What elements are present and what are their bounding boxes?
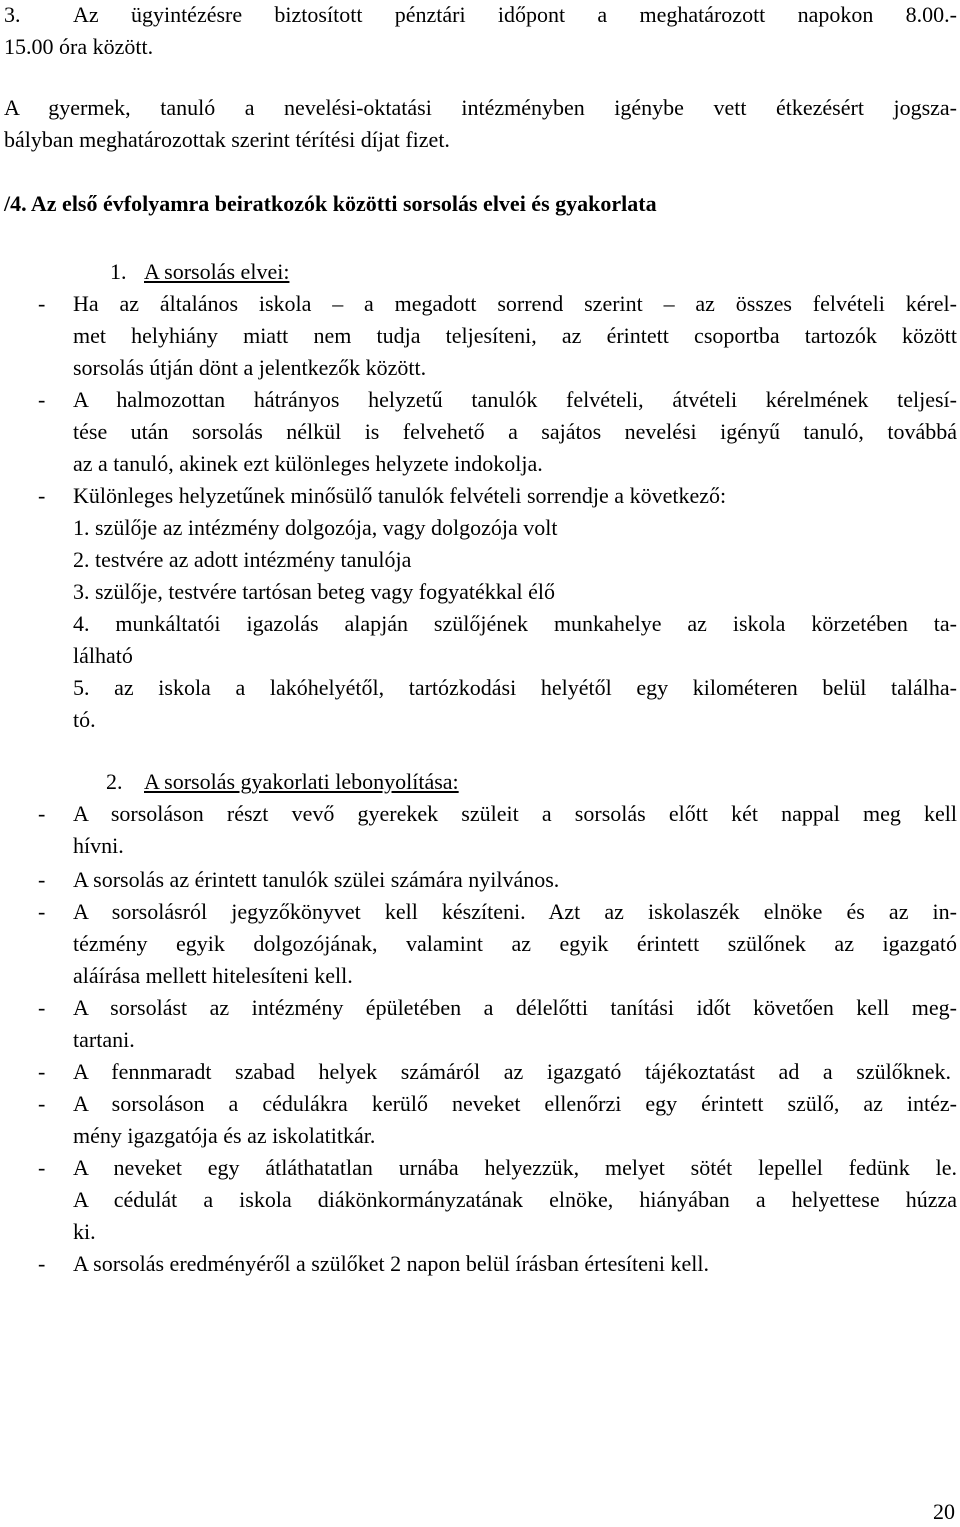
text-line: mény igazgatója és az iskolatitkár. xyxy=(73,1123,376,1148)
text-line: tése után sorsolás nélkül is felvehető a sajátos nevelési igényű tanuló, továbbá xyxy=(73,419,957,444)
text-line: A fennmaradt szabad helyek számáról az igazgató tájékoztatást ad a szülőknek. xyxy=(73,1059,951,1084)
bullet-dash: - xyxy=(38,801,46,826)
text-line: Különleges helyzetűnek minősülő tanulók felvételi sorrendje a következő: xyxy=(73,483,727,508)
text-line: A gyermek, tanuló a nevelési-oktatási intézményben igénybe vett étkezésért jogsza- xyxy=(4,95,957,120)
text-line: Az ügyintézésre biztosított pénztári időpont a meghatározott napokon 8.00.- xyxy=(73,2,957,27)
ordered-item: lálható xyxy=(73,643,133,668)
ordered-item: 3. szülője, testvére tartósan beteg vagy fogyatékkal élő xyxy=(73,579,555,604)
bullet-dash: - xyxy=(38,867,46,892)
page-number: 20 xyxy=(933,1499,955,1524)
bullet-dash: - xyxy=(38,995,46,1020)
subsection-title: A sorsolás elvei: xyxy=(144,259,290,284)
ordered-item: tó. xyxy=(73,707,96,732)
text-line: Ha az általános iskola – a megadott sorrend szerint – az összes felvételi kérel- xyxy=(73,291,957,316)
text-line: bályban meghatározottak szerint térítési díjat fizet. xyxy=(4,127,450,152)
text-line: aláírása mellett hitelesíteni kell. xyxy=(73,963,353,988)
bullet-dash: - xyxy=(38,1155,46,1180)
bullet-dash: - xyxy=(38,291,46,316)
ordered-item: 4. munkáltatói igazolás alapján szülőjének munkahelye az iskola körzetében ta- xyxy=(73,611,957,636)
text-line: A sorsolásról jegyzőkönyvet kell készíteni. Azt az iskolaszék elnöke és az in- xyxy=(73,899,957,924)
text-line: 15.00 óra között. xyxy=(4,34,154,59)
subsection-title: A sorsolás gyakorlati lebonyolítása: xyxy=(144,769,459,794)
text-line: met helyhiány miatt nem tudja teljesíteni, az érintett csoportba tartozók között xyxy=(73,323,957,348)
text-line: sorsolás útján dönt a jelentkezők között. xyxy=(73,355,427,380)
item-number: 3. xyxy=(4,2,21,27)
text-line: ki. xyxy=(73,1219,96,1244)
bullet-dash: - xyxy=(38,1251,46,1276)
text-line: A halmozottan hátrányos helyzetű tanulók felvételi, átvételi kérelmének teljesí- xyxy=(73,387,957,412)
text-line: A sorsoláson részt vevő gyerekek szüleit a sorsolás előtt két nappal meg kell xyxy=(73,801,957,826)
subsection-number: 2. xyxy=(106,769,123,794)
bullet-dash: - xyxy=(38,1059,46,1084)
ordered-item: 1. szülője az intézmény dolgozója, vagy dolgozója volt xyxy=(73,515,558,540)
text-line: az a tanuló, akinek ezt különleges helyzete indokolja. xyxy=(73,451,543,476)
bullet-dash: - xyxy=(38,899,46,924)
ordered-item: 2. testvére az adott intézmény tanulója xyxy=(73,547,412,572)
text-line: A cédulát a iskola diákönkormányzatának elnöke, hiányában a helyettese húzza xyxy=(73,1187,957,1212)
text-line: A neveket egy átláthatatlan urnába helyezzük, melyet sötét lepellel fedünk le. xyxy=(73,1155,957,1180)
text-line: tartani. xyxy=(73,1027,135,1052)
text-line: A sorsolás eredményéről a szülőket 2 napon belül írásban értesíteni kell. xyxy=(73,1251,709,1276)
text-line: A sorsolás az érintett tanulók szülei számára nyilvános. xyxy=(73,867,560,892)
section-heading: /4. Az első évfolyamra beiratkozók közötti sorsolás elvei és gyakorlata xyxy=(4,191,657,216)
bullet-dash: - xyxy=(38,387,46,412)
bullet-dash: - xyxy=(38,483,46,508)
text-line: tézmény egyik dolgozójának, valamint az egyik érintett szülőnek az igazgató xyxy=(73,931,957,956)
text-line: hívni. xyxy=(73,833,124,858)
bullet-dash: - xyxy=(38,1091,46,1116)
subsection-number: 1. xyxy=(110,259,127,284)
text-line: A sorsolást az intézmény épületében a délelőtti tanítási időt követően kell meg- xyxy=(73,995,957,1020)
text-line: A sorsoláson a cédulákra kerülő neveket ellenőrzi egy érintett szülő, az intéz- xyxy=(73,1091,957,1116)
ordered-item: 5. az iskola a lakóhelyétől, tartózkodási helyétől egy kilométeren belül találha- xyxy=(73,675,957,700)
